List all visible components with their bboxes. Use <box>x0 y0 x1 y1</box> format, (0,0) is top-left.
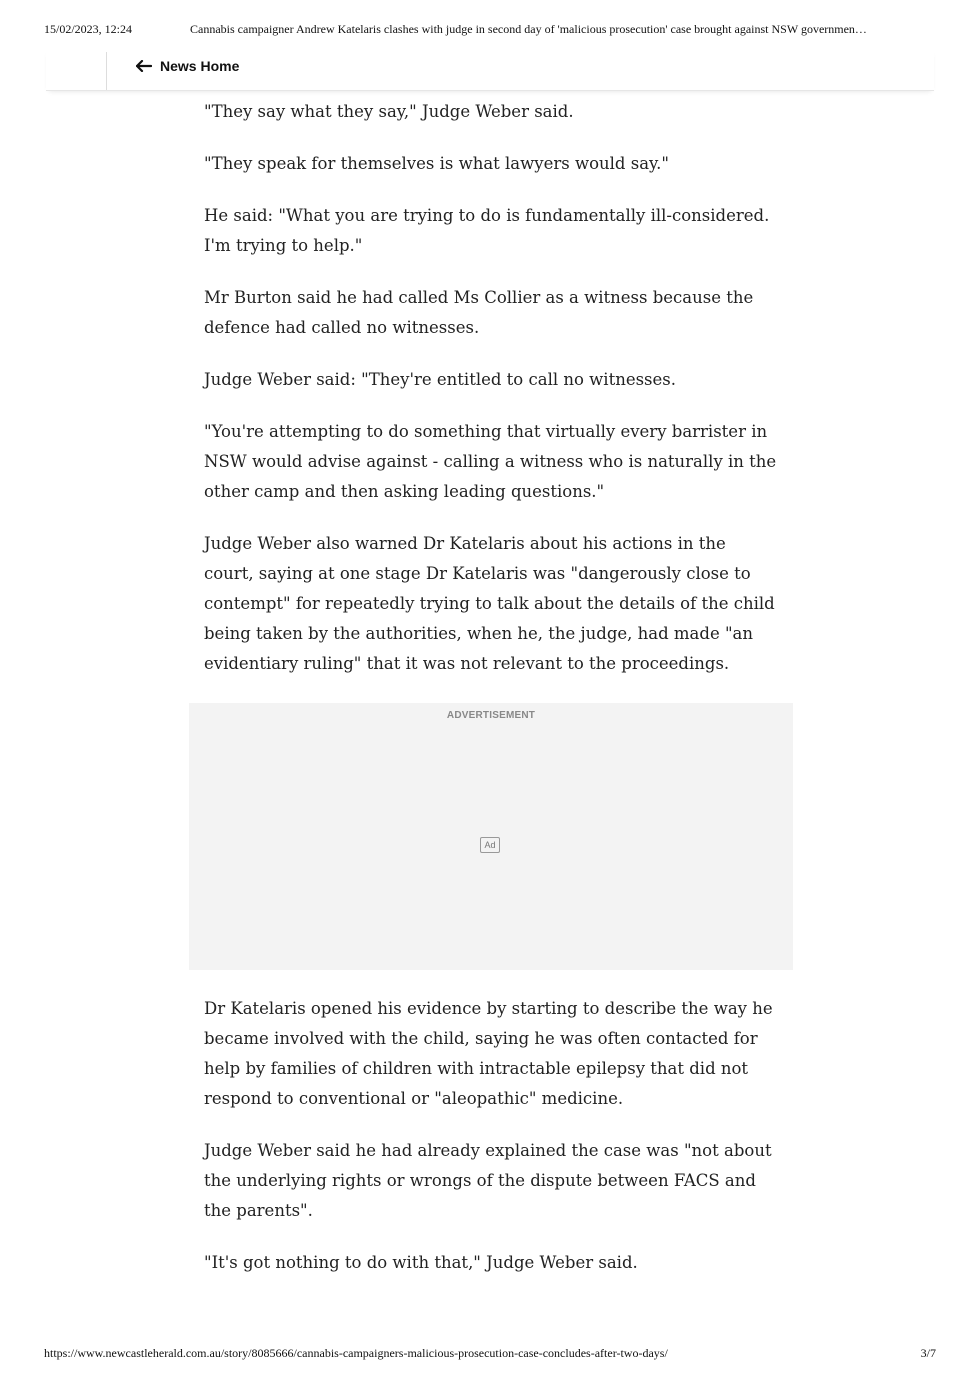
advertisement-label: ADVERTISEMENT <box>446 710 536 721</box>
nav-divider <box>106 52 107 90</box>
print-header <box>44 22 936 42</box>
article-paragraph: Judge Weber also warned Dr Katelaris about his actions in the court, saying at one stage Dr Katelaris was "dangerously close to contempt" for repeatedly trying to talk about the details of the child being taken by the authorities, when he, the judge, had made "an evidentiary ruling" that it was not relevant to the proceedings. <box>204 534 775 673</box>
print-document-title: Cannabis campaigner Andrew Katelaris clashes with judge in second day of 'malicious prosecution' case brought against NSW governmen… <box>190 22 867 36</box>
arrow-left-icon <box>136 60 152 72</box>
site-navigation-bar <box>46 48 934 91</box>
article-paragraph: "You're attempting to do something that virtually every barrister in NSW would advise against - calling a witness who is naturally in the other camp and then asking leading questions." <box>204 422 777 501</box>
news-home-label: News Home <box>160 58 240 74</box>
article-paragraph: Judge Weber said: "They're entitled to call no witnesses. <box>204 370 677 389</box>
print-page-number: 3/7 <box>920 1346 936 1360</box>
ad-badge: Ad <box>480 837 500 853</box>
article-paragraph: "They speak for themselves is what lawyers would say." <box>204 154 669 173</box>
article-body <box>204 97 780 1300</box>
print-footer <box>44 1346 936 1366</box>
article-paragraph: He said: "What you are trying to do is fundamentally ill-considered. I'm trying to help." <box>204 206 770 255</box>
article-paragraph: Dr Katelaris opened his evidence by starting to describe the way he became involved with the child, saying he was often contacted for help by families of children with intractable epilepsy that did not respond to conventional or "aleopathic" medicine. <box>204 999 773 1108</box>
print-page-url: https://www.newcastleherald.com.au/story/8085666/cannabis-campaigners-malicious-prosecution-case-concludes-after-two-days/ <box>44 1346 668 1360</box>
news-home-link[interactable] <box>136 58 239 74</box>
advertisement-slot[interactable] <box>189 703 793 970</box>
article-paragraph: Judge Weber said he had already explained the case was "not about the underlying rights or wrongs of the dispute between FACS and the parents". <box>204 1141 772 1220</box>
print-timestamp: 15/02/2023, 12:24 <box>44 22 133 36</box>
article-paragraph: "It's got nothing to do with that," Judge Weber said. <box>204 1253 638 1272</box>
article-paragraph: "They say what they say," Judge Weber said. <box>204 102 574 121</box>
article-paragraph: Mr Burton said he had called Ms Collier as a witness because the defence had called no witnesses. <box>204 288 754 337</box>
